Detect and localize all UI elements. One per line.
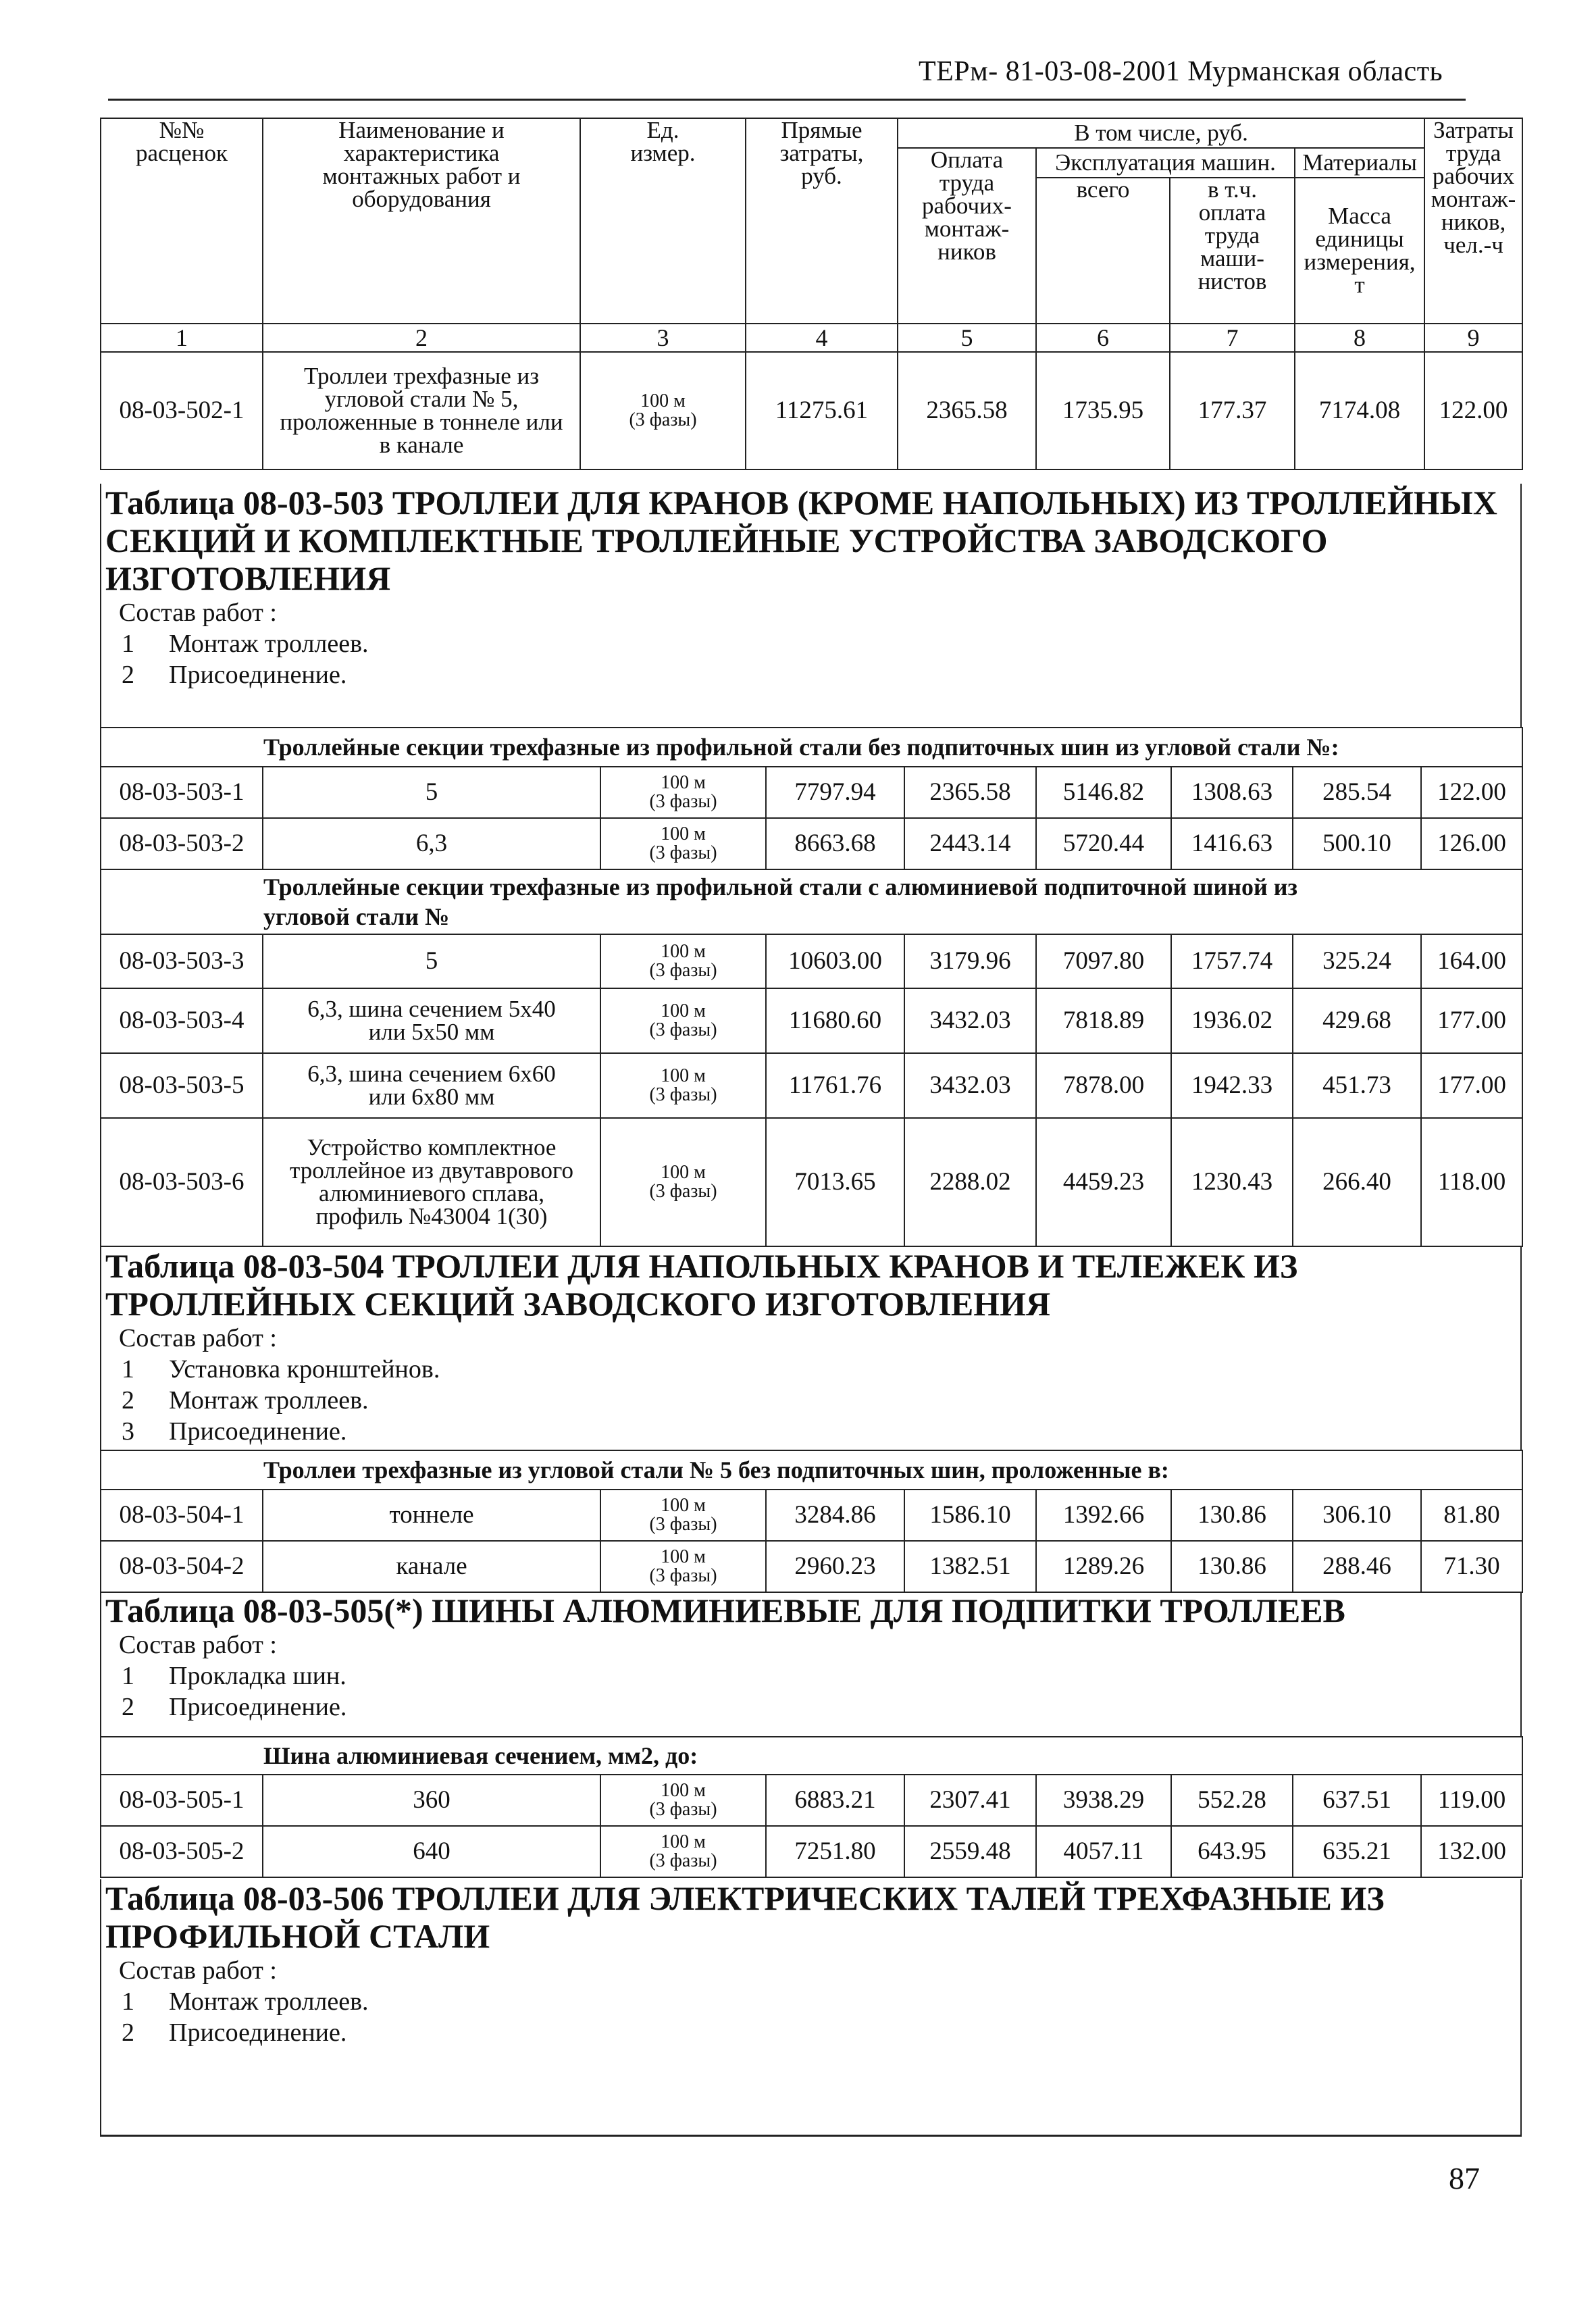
work-item: 1 Монтаж троллеев. [122,630,369,658]
col-incl-header: В том числе, руб. [898,118,1424,148]
table-row: 08-03-504-1 тоннеле 100 м (3 фазы) 3284.86 1586.10 1392.66 130.86 306.10 81.80 [101,1490,1522,1541]
table-506-title: Таблица 08-03-506 ТРОЛЛЕИ ДЛЯ ЭЛЕКТРИЧЕСКИХ ТАЛЕЙ ТРЕХФАЗНЫЕ ИЗ ПРОФИЛЬНОЙ СТАЛИ [105,1879,1385,1955]
col-pay-header: Оплата труда рабочих- монтаж- ников [898,148,1036,324]
work-item: 1 Установка кронштейнов. [122,1355,440,1383]
col-mat-header: Материалы [1295,148,1424,178]
col-mach-total-header: всего [1036,178,1170,324]
table-row: 08-03-504-2 канале 100 м (3 фазы) 2960.23 1382.51 1289.26 130.86 288.46 71.30 [101,1541,1522,1592]
work-item: 2 Монтаж троллеев. [122,1386,369,1415]
table-505-title: Таблица 08-03-505(*) ШИНЫ АЛЮМИНИЕВЫЕ ДЛЯ ПОДПИТКИ ТРОЛЛЕЕВ [105,1592,1345,1629]
table-504-heading: Таблица 08-03-504 ТРОЛЛЕИ ДЛЯ НАПОЛЬНЫХ КРАНОВ И ТЕЛЕЖЕК ИЗ ТРОЛЛЕЙНЫХ СЕКЦИЙ ЗАВОДСКОГО ИЗГОТОВЛЕНИЯ Состав работ : 1 Установка кронштейнов. 2 Монтаж троллеев. 3 Присоединение. [100,1247,1522,1450]
bottom-rule [100,2135,1522,2137]
col-name-header: Наименование и характеристика монтажных работ и оборудования [263,118,580,324]
table-row: 08-03-502-1 Троллеи трехфазные из угловой стали № 5, проложенные в тоннеле или в канале 100 м (3 фазы) 11275.61 2365.58 1735.95 177.37 7174.08 122.00 [101,352,1522,469]
rates-table-header [100,118,1523,470]
work-item: 2 Присоединение. [122,1693,347,1721]
table-row: 08-03-503-3 5 100 м (3 фазы) 10603.00 3179.96 7097.80 1757.74 325.24 164.00 [101,934,1522,988]
table-row: 08-03-503-6 Устройство комплектное троллейное из двутаврового алюминиевого сплава, профиль №43004 1(30) 100 м (3 фазы) 7013.65 2288.02 4459.23 1230.43 266.40 118.00 [101,1118,1522,1246]
table-504-title: Таблица 08-03-504 ТРОЛЛЕИ ДЛЯ НАПОЛЬНЫХ КРАНОВ И ТЕЛЕЖЕК ИЗ ТРОЛЛЕЙНЫХ СЕКЦИЙ ЗАВОДСКОГО ИЗГОТОВЛЕНИЯ [105,1247,1298,1323]
header-rule [108,99,1466,101]
table-504-body: Троллеи трехфазные из угловой стали № 5 без подпиточных шин, проложенные в: 08-03-504-1 тоннеле 100 м (3 фазы) 3284.86 1586.10 1392.66 130.86 306.10 81.80 08-03-504-2 канале 100 м (3 фазы) 2960.23 1382.51 1289.26 130.86 288.46 71.30 [100,1450,1523,1593]
work-item: 1 Прокладка шин. [122,1662,346,1690]
work-item: 1 Монтаж троллеев. [122,1987,369,2016]
work-item: 2 Присоединение. [122,661,347,689]
table-row: 08-03-505-1 360 100 м (3 фазы) 6883.21 2307.41 3938.29 552.28 637.51 119.00 [101,1775,1522,1826]
table-506-heading: Таблица 08-03-506 ТРОЛЛЕИ ДЛЯ ЭЛЕКТРИЧЕСКИХ ТАЛЕЙ ТРЕХФАЗНЫЕ ИЗ ПРОФИЛЬНОЙ СТАЛИ Состав работ : 1 Монтаж троллеев. 2 Присоединение. [100,1879,1522,2136]
column-number-row: 1 2 3 4 5 6 7 8 9 [101,324,1522,352]
page-number: 87 [1449,2161,1480,2195]
table-row: 08-03-503-1 5 100 м (3 фазы) 7797.94 2365.58 5146.82 1308.63 285.54 122.00 [101,767,1522,818]
col-direct-header: Прямые затраты, руб. [746,118,898,324]
col-unit-header: Ед. измер. [580,118,746,324]
table-503-title: Таблица 08-03-503 ТРОЛЛЕИ ДЛЯ КРАНОВ (КРОМЕ НАПОЛЬНЫХ) ИЗ ТРОЛЛЕЙНЫХ СЕКЦИЙ И КОМПЛЕКТНЫЕ ТРОЛЛЕЙНЫЕ УСТРОЙСТВА ЗАВОДСКОГО ИЗГОТОВЛЕНИЯ [105,484,1497,597]
table-row: 08-03-505-2 640 100 м (3 фазы) 7251.80 2559.48 4057.11 643.95 635.21 132.00 [101,1826,1522,1877]
col-labor-header: Затраты труда рабочих монтаж- ников, чел.-ч [1424,118,1522,324]
table-row: 08-03-503-4 6,3, шина сечением 5х40 или 5х50 мм 100 м (3 фазы) 11680.60 3432.03 7818.89 1936.02 429.68 177.00 [101,988,1522,1053]
table-row: 08-03-503-5 6,3, шина сечением 6х60 или 6х80 мм 100 м (3 фазы) 11761.76 3432.03 7878.00 1942.33 451.73 177.00 [101,1053,1522,1118]
work-item: 3 Присоединение. [122,1417,347,1446]
table-505-heading: Таблица 08-03-505(*) ШИНЫ АЛЮМИНИЕВЫЕ ДЛЯ ПОДПИТКИ ТРОЛЛЕЕВ Состав работ : 1 Прокладка шин. 2 Присоединение. [100,1592,1522,1736]
table-503-body: Троллейные секции трехфазные из профильной стали без подпиточных шин из угловой стали №: 08-03-503-1 5 100 м (3 фазы) 7797.94 2365.58 5146.82 1308.63 285.54 122.00 08-03-503-2 6,3 100 м (3 фазы) 8663.68 2443.14 5720.44 1416.63 500.10 126.00 Троллейные секции трехфазные из профильной стали с алюминиевой подпиточной шиной из угловой стали № 08-03-503-3 5 100 м (3 фазы) 10603.00 3179.96 7097.80 1757.74 325.24 164.00 08-03-503-4 6,3, шина сечением 5х40 или 5х50 мм 100 м (3 фазы) 11680.60 3432.03 7818.89 1936.02 429.68 177.00 08-03-503-5 6,3, шина сечением 6х60 или 6х80 мм 100 м (3 фазы) 11761.76 3432.03 7878.00 1942.33 451.73 177.00 08-03-503-6 Устройство комплектное троллейное из двутаврового алюминиевого сплава, профиль №43004 1(30) 100 м (3 фазы) 7013.65 2288.02 4459.23 1230.43 266.40 118.00 [100,727,1523,1247]
col-mass-header: Масса единицы измерения, т [1295,178,1424,324]
page-header: ТЕРм- 81-03-08-2001 Мурманская область [919,56,1443,87]
table-503-heading: Таблица 08-03-503 ТРОЛЛЕИ ДЛЯ КРАНОВ (КРОМЕ НАПОЛЬНЫХ) ИЗ ТРОЛЛЕЙНЫХ СЕКЦИЙ И КОМПЛЕКТНЫЕ ТРОЛЛЕЙНЫЕ УСТРОЙСТВА ЗАВОДСКОГО ИЗГОТОВЛЕНИЯ Состав работ : 1 Монтаж троллеев. 2 Присоединение. [100,484,1522,727]
col-mach-header: Эксплуатация машин. [1036,148,1295,178]
col-code-header: №№ расценок [101,118,263,324]
table-row: 08-03-503-2 6,3 100 м (3 фазы) 8663.68 2443.14 5720.44 1416.63 500.10 126.00 [101,818,1522,869]
col-mach-pay-header: в т.ч. оплата труда маши- нистов [1170,178,1295,324]
work-item: 2 Присоединение. [122,2018,347,2047]
table-505-body: Шина алюминиевая сечением, мм2, до: 08-03-505-1 360 100 м (3 фазы) 6883.21 2307.41 3938.29 552.28 637.51 119.00 08-03-505-2 640 100 м (3 фазы) 7251.80 2559.48 4057.11 643.95 635.21 132.00 [100,1736,1523,1878]
